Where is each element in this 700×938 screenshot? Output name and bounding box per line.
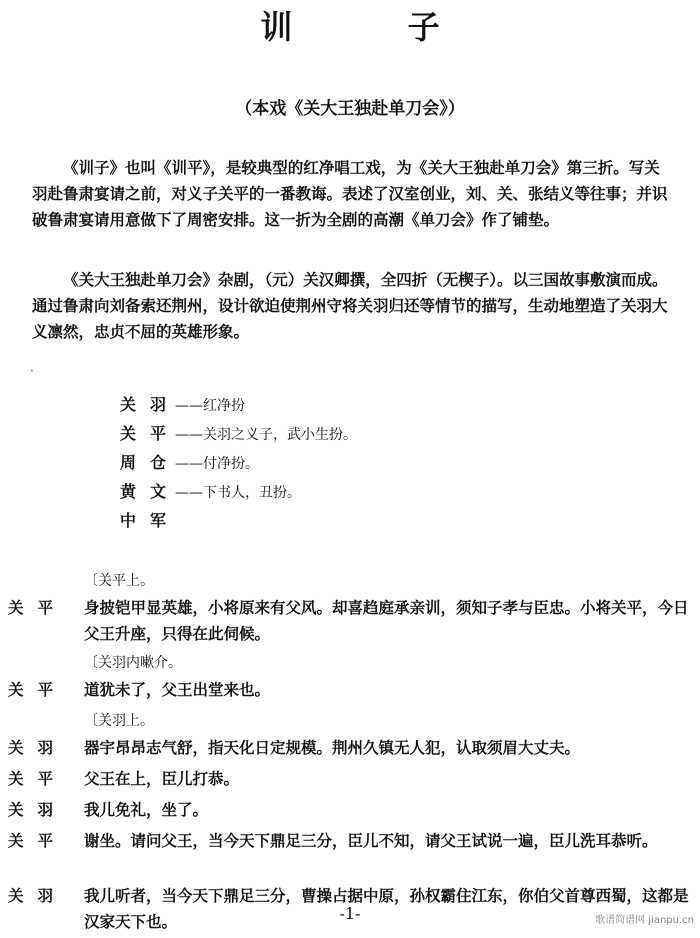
page-number: -1- (339, 904, 361, 923)
intro-text-2: 《关大王独赴单刀会》杂剧，（元）关汉卿撰，全四折（无楔子）。以三国故事敷演而成。通过鲁肃向刘备索还荆州，设计欲迫使荆州守将关羽归还等情节的描写，生动地塑造了关羽大义凛然，忠贞不屈的英雄形象。 (32, 270, 668, 341)
speech-text: 谢坐。请问父王，当今天下鼎足三分，臣儿不知，请父王试说一遍，臣儿洗耳恭听。 (84, 831, 658, 850)
dialogue-line (8, 595, 698, 650)
speech-text: 器宇昂昂志气舒，指天化日定规模。荆州久镇无人犯，认取须眉大丈夫。 (84, 738, 581, 757)
intro-paragraph-1 (32, 155, 672, 233)
speech-text: 我儿免礼，坐了。 (84, 800, 209, 819)
cast-row (120, 421, 357, 450)
dialogue-line (8, 766, 698, 797)
page-subtitle: （本戏《关大王独赴单刀会》） (235, 99, 465, 119)
speaker-name: 关平 (8, 598, 68, 617)
watermark: 歌谱简谱网 jianpu.cn (595, 915, 694, 926)
cast-row (120, 508, 357, 537)
cast-name: 中军 (120, 511, 181, 530)
speech-text: 父王在上，臣儿打恭。 (84, 769, 240, 788)
scan-mark: · (30, 364, 34, 378)
cast-name: 关平 (120, 424, 181, 443)
cast-desc: ——关羽之义子，武小生扮。 (175, 427, 357, 443)
cast-row (120, 392, 357, 421)
dialogue-line (8, 677, 698, 708)
speaker-name: 关平 (8, 769, 68, 788)
speaker-name: 关平 (8, 680, 68, 699)
stage-direction: 〔关羽上。 (84, 713, 154, 729)
cast-row (120, 450, 357, 479)
intro-paragraph-2 (32, 267, 672, 345)
speech-text: 身披铠甲显英雄，小将原来有父风。却喜趋庭承亲训，须知子孝与臣忠。小将关平，今日父王升座，只得在此伺候。 (84, 598, 689, 643)
cast-name: 关羽 (120, 395, 181, 414)
speaker-name: 关羽 (8, 800, 68, 819)
page-title: 训 子 (260, 8, 492, 46)
speaker-name: 关平 (8, 831, 68, 850)
stage-direction: 〔关羽内嗽介。 (84, 655, 182, 671)
cast-row (120, 479, 357, 508)
cast-desc: ——下书人，丑扮。 (175, 485, 301, 501)
speaker-name: 关羽 (8, 738, 68, 757)
speech-text: 我儿听者，当今天下鼎足三分，曹操占据中原，孙权霸住江东，你伯父首尊西蜀，这都是汉家天下也。 (84, 886, 689, 931)
dialogue-line (8, 735, 698, 766)
script-body (8, 568, 698, 938)
cast-name: 周仓 (120, 453, 181, 472)
intro-text-1: 《训子》也叫《训平》，是较典型的红净唱工戏，为《关大王独赴单刀会》第三折。写关羽赴鲁肃宴请之前，对义子关平的一番教诲。表述了汉室创业，刘、关、张结义等往事；并识破鲁肃宴请用意做下了周密安排。这一折为全剧的高潮《单刀会》作了铺垫。 (32, 158, 668, 229)
cast-desc: ——红净扮 (175, 398, 245, 414)
dialogue-line (8, 797, 698, 828)
speech-text: 道犹未了，父王出堂来也。 (84, 680, 271, 699)
cast-desc: ——付净扮。 (175, 456, 259, 472)
cast-list (120, 392, 357, 537)
cast-name: 黄文 (120, 482, 181, 501)
dialogue-line (8, 828, 698, 883)
speaker-name: 关羽 (8, 886, 68, 905)
stage-direction: 〔关平上。 (84, 573, 154, 589)
